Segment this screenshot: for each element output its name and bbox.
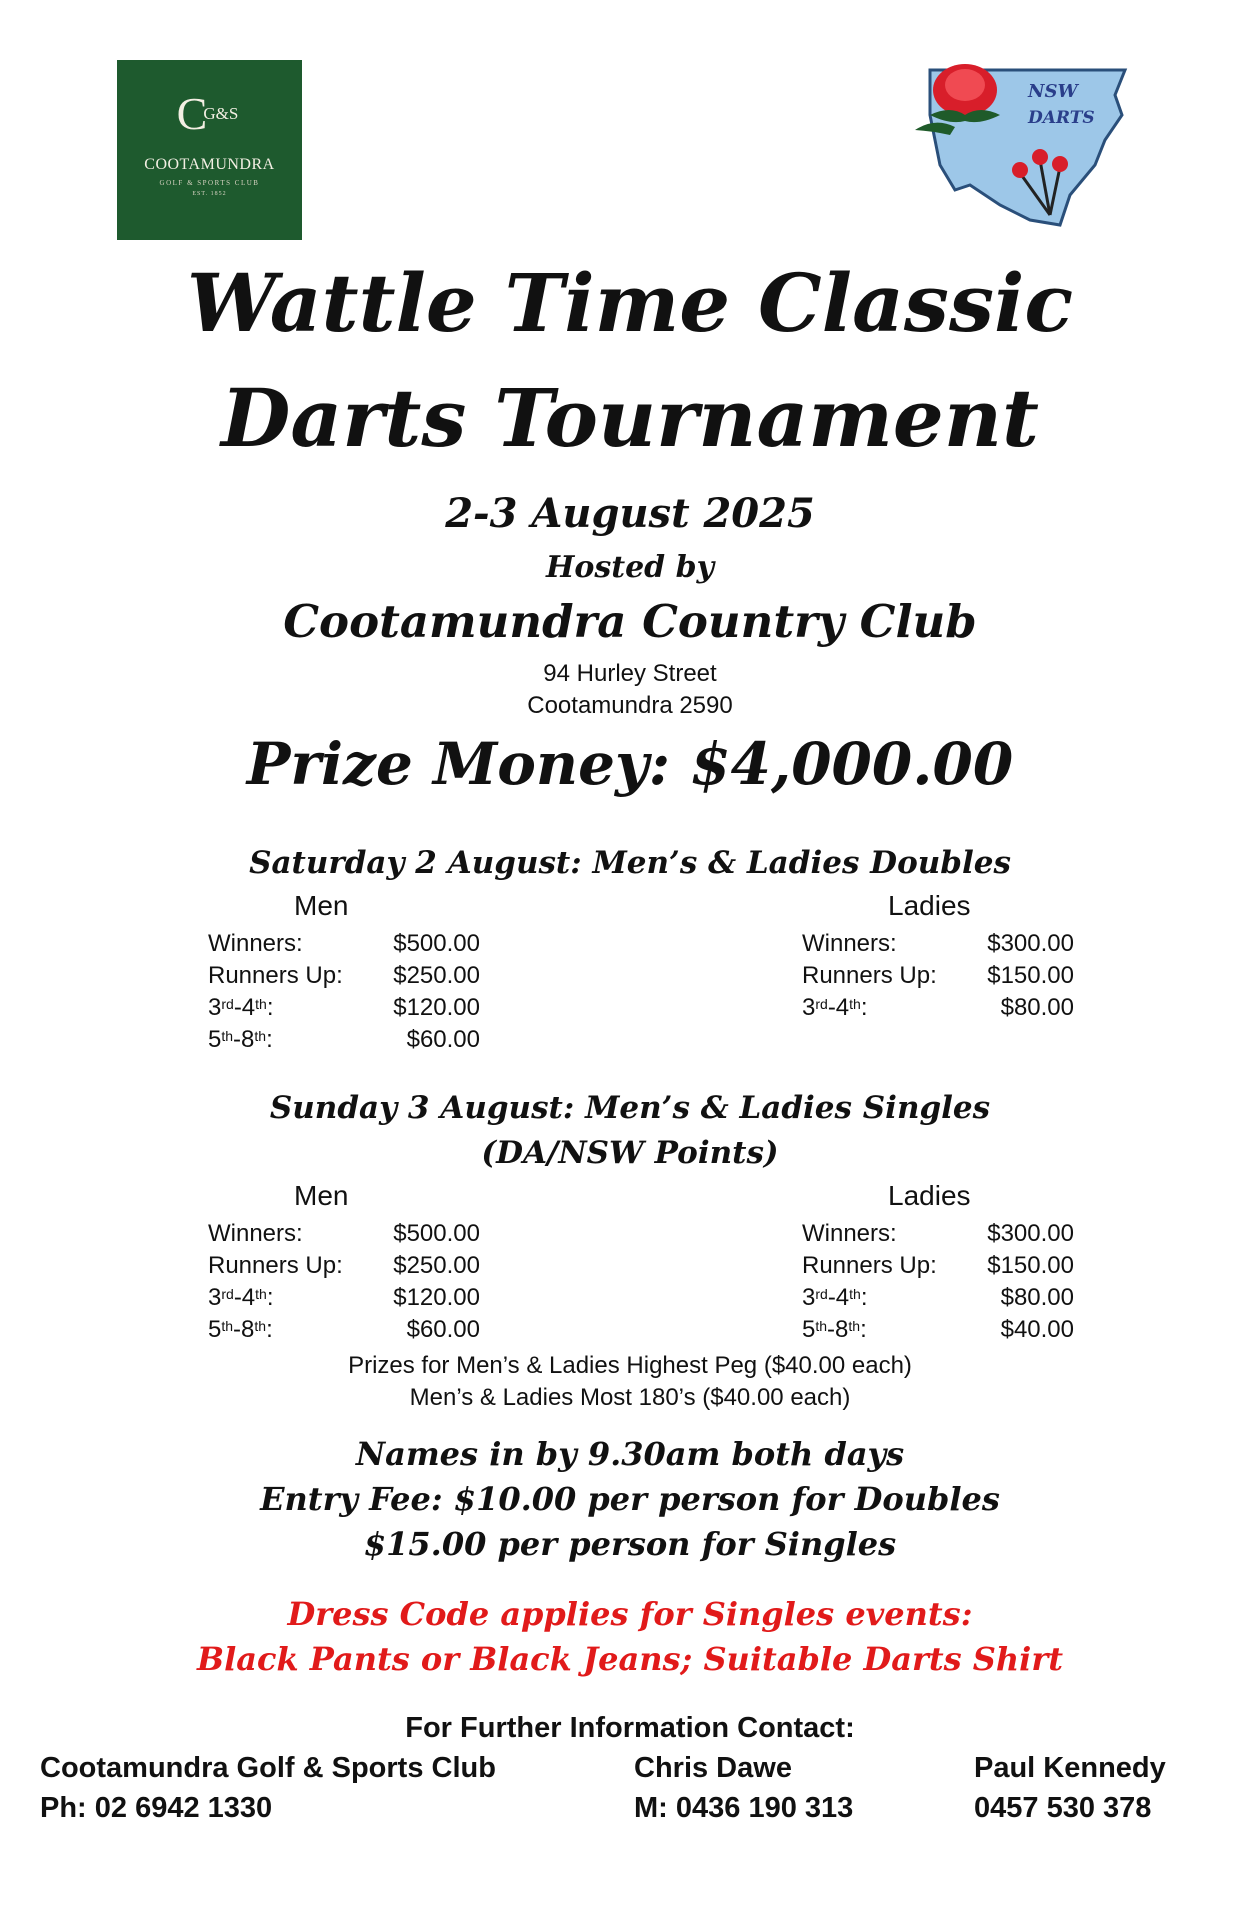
prize-label: Winners: [208, 1220, 303, 1247]
prize-amount: $150.00 [987, 962, 1074, 989]
prize-row [208, 1314, 480, 1346]
contact-person1-phone: M: 0436 190 313 [634, 1792, 854, 1824]
sunday-heading-line-2: (DA/NSW Points) [481, 1135, 779, 1171]
prize-label: 3rd-4th: [208, 1284, 274, 1311]
venue-name: Cootamundra Country Club [283, 595, 977, 648]
address-line-2: Cootamundra 2590 [527, 692, 733, 719]
prize-label: 5th-8th: [208, 1316, 273, 1343]
most-180s-note: Men’s & Ladies Most 180’s ($40.00 each) [409, 1384, 851, 1411]
prize-amount: $300.00 [987, 930, 1074, 957]
sunday-ladies-prize-list [802, 1218, 1074, 1346]
prize-amount: $40.00 [1000, 1316, 1074, 1343]
prize-row [802, 928, 1074, 960]
prize-amount: $120.00 [393, 994, 480, 1021]
hosted-by-label: Hosted by [545, 550, 715, 585]
address-line-1: 94 Hurley Street [543, 660, 717, 687]
sunday-heading-line-1: Sunday 3 August: Men’s & Ladies Singles [269, 1090, 991, 1126]
prize-label: 3rd-4th: [208, 994, 274, 1021]
prize-money: Prize Money: $4,000.00 [246, 730, 1014, 798]
nsw-logo-text-2: DARTS [1028, 108, 1095, 128]
title-line-1: Wattle Time Classic [186, 256, 1074, 350]
club-logo-tagline: GOLF & SPORTS CLUB [159, 179, 260, 187]
saturday-men-label: Men [294, 890, 349, 921]
club-logo-est: EST. 1852 [192, 191, 227, 197]
prize-amount: $60.00 [406, 1026, 480, 1053]
prize-label: Runners Up: [208, 962, 343, 989]
prize-row [208, 1024, 480, 1056]
saturday-ladies-prize-list [802, 928, 1074, 1024]
nsw-darts-logo [910, 55, 1140, 235]
prize-row [208, 1218, 480, 1250]
prize-amount: $80.00 [1000, 994, 1074, 1021]
sunday-men-label: Men [294, 1180, 349, 1211]
prize-label: 5th-8th: [208, 1026, 273, 1053]
contact-person1-name: Chris Dawe [634, 1752, 792, 1784]
prize-amount: $80.00 [1000, 1284, 1074, 1311]
prize-row [208, 1282, 480, 1314]
prize-label: Winners: [802, 1220, 897, 1247]
highest-peg-note: Prizes for Men’s & Ladies Highest Peg ($40.00 each) [348, 1352, 912, 1379]
names-deadline: Names in by 9.30am both days [355, 1435, 905, 1473]
prize-amount: $250.00 [393, 1252, 480, 1279]
prize-amount: $150.00 [987, 1252, 1074, 1279]
prize-label: Winners: [208, 930, 303, 957]
nsw-logo-text-1: NSW [1028, 81, 1078, 102]
prize-amount: $500.00 [393, 1220, 480, 1247]
prize-amount: $250.00 [393, 962, 480, 989]
prize-label: 5th-8th: [802, 1316, 867, 1343]
contact-person2-phone: 0457 530 378 [974, 1792, 1152, 1824]
prize-label: Winners: [802, 930, 897, 957]
saturday-ladies-label: Ladies [888, 890, 971, 921]
club-logo [117, 60, 302, 240]
sunday-men-prize-list [208, 1218, 480, 1346]
prize-row [802, 1250, 1074, 1282]
dress-code-line-2: Black Pants or Black Jeans; Suitable Darts Shirt [197, 1640, 1063, 1678]
prize-label: Runners Up: [208, 1252, 343, 1279]
prize-row [208, 992, 480, 1024]
prize-label: Runners Up: [802, 962, 937, 989]
dress-code-line-1: Dress Code applies for Singles events: [287, 1595, 973, 1633]
contact-club-name: Cootamundra Golf & Sports Club [40, 1752, 496, 1784]
prize-label: 3rd-4th: [802, 994, 868, 1021]
saturday-heading: Saturday 2 August: Men’s & Ladies Doubles [249, 845, 1011, 881]
club-logo-name: COOTAMUNDRA [144, 156, 275, 173]
prize-amount: $300.00 [987, 1220, 1074, 1247]
entry-fee-singles: $15.00 per person for Singles [363, 1525, 897, 1563]
contact-club-phone: Ph: 02 6942 1330 [40, 1792, 273, 1824]
contact-heading: For Further Information Contact: [405, 1712, 855, 1744]
contact-person2-name: Paul Kennedy [974, 1752, 1166, 1784]
prize-amount: $500.00 [393, 930, 480, 957]
title-line-2: Darts Tournament [221, 371, 1039, 465]
entry-fee-doubles: Entry Fee: $10.00 per person for Doubles [260, 1480, 1000, 1518]
prize-amount: $120.00 [393, 1284, 480, 1311]
prize-row [802, 1314, 1074, 1346]
prize-row [802, 992, 1074, 1024]
prize-row [208, 928, 480, 960]
prize-label: Runners Up: [802, 1252, 937, 1279]
event-dates: 2-3 August 2025 [445, 490, 815, 537]
prize-row [802, 960, 1074, 992]
prize-row [802, 1218, 1074, 1250]
prize-label: 3rd-4th: [802, 1284, 868, 1311]
prize-row [208, 960, 480, 992]
prize-row [208, 1250, 480, 1282]
club-monogram: $C^{G\&S}$ [176, 88, 239, 139]
saturday-men-prize-list [208, 928, 480, 1056]
prize-row [802, 1282, 1074, 1314]
sunday-ladies-label: Ladies [888, 1180, 971, 1211]
prize-amount: $60.00 [406, 1316, 480, 1343]
